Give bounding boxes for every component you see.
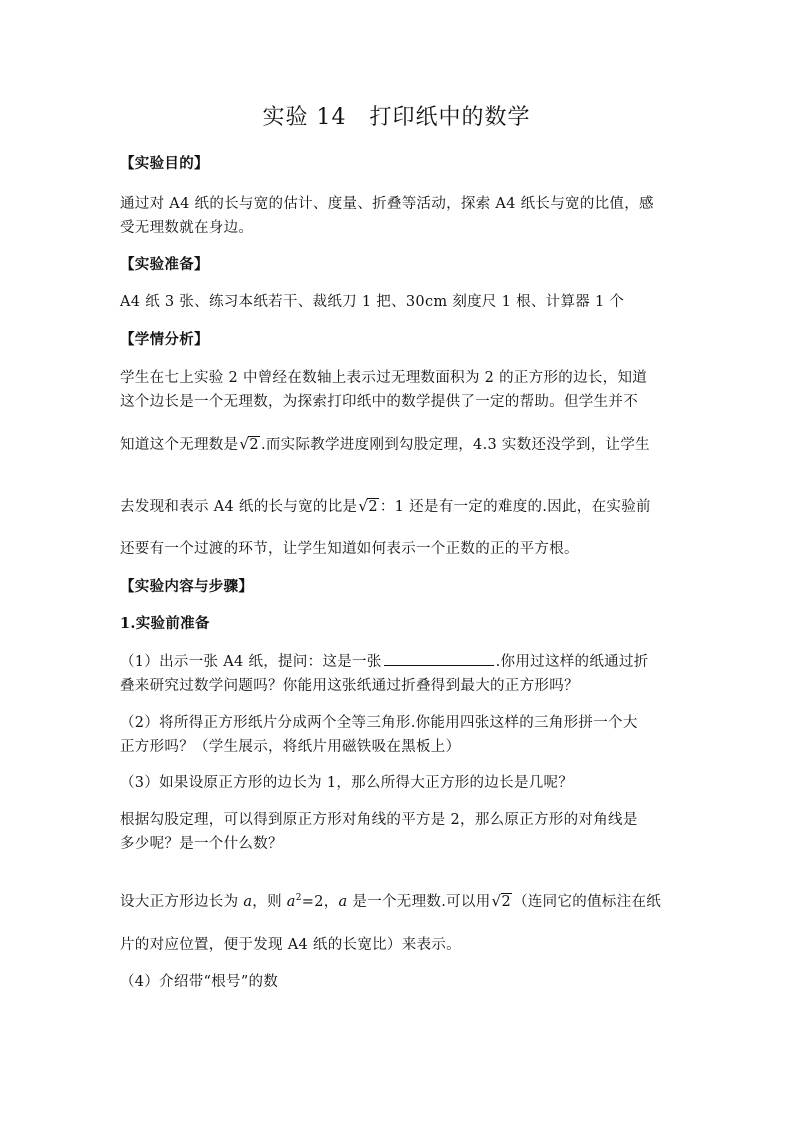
sqrt-symbol (239, 437, 260, 453)
paragraph-2-line-1 (120, 890, 661, 911)
prep-heading: 【实验准备】 (120, 256, 209, 273)
goal-text-2: 受无理数就在身边。 (120, 220, 254, 236)
fill-in-blank (384, 651, 494, 666)
question-1-line-1 (120, 650, 649, 671)
q1-text-b: .你用过这样的纸通过折 (495, 654, 649, 670)
analysis-text-4 (120, 495, 651, 516)
sqrt-radicand: 2 (501, 894, 512, 910)
exponent: 2 (295, 893, 302, 904)
analysis-text-5: 还要有一个过渡的环节，让学生知道如何表示一个正数的正的平方根。 (120, 541, 579, 557)
analysis-text-3 (120, 433, 650, 454)
p2-text-c: =2， (301, 894, 339, 910)
page-title: 实验 14 打印纸中的数学 (262, 105, 531, 130)
steps-heading: 【实验内容与步骤】 (120, 578, 254, 595)
variable-a: a (338, 894, 348, 910)
prep-text: A4 纸 3 张、练习本纸若干、裁纸刀 1 把、30cm 刻度尺 1 根、计算器 1 个 (120, 294, 625, 310)
question-3: （3）如果设原正方形的边长为 1，那么所得大正方形的边长是几呢？ (120, 775, 574, 791)
question-1-line-2: 叠来研究过数学问题吗？你能用这张纸通过折叠得到最大的正方形吗？ (120, 678, 579, 694)
analysis-text-4a: 去发现和表示 A4 纸的长与宽的比是 (120, 499, 358, 515)
analysis-text-2: 这个边长是一个无理数，为探索打印纸中的数学提供了一定的帮助。但学生并不 (120, 394, 638, 410)
p2-text-d: 是一个无理数.可以用 (347, 894, 491, 910)
sqrt-radicand: 2 (368, 499, 378, 515)
analysis-heading: 【学情分析】 (120, 331, 209, 348)
analysis-text-3a: 知道这个无理数是 (120, 437, 239, 453)
p2-text-e: （连同它的值标注在纸 (513, 894, 662, 910)
sqrt-radicand: 2 (249, 437, 259, 453)
question-4: （4）介绍带“根号”的数 (120, 974, 279, 990)
analysis-text-1: 学生在七上实验 2 中曾经在数轴上表示过无理数面积为 2 的正方形的边长，知道 (120, 370, 648, 386)
paragraph-1-line-1: 根据勾股定理，可以得到原正方形对角线的平方是 2，那么原正方形的对角线是 (120, 812, 638, 828)
sqrt-symbol (358, 499, 379, 515)
paragraph-1-line-2: 多少呢？是一个什么数？ (120, 836, 283, 852)
paragraph-2-line-2: 片的对应位置，便于发现 A4 纸的长宽比）来表示。 (120, 937, 461, 953)
question-2-line-2: 正方形吗？（学生展示，将纸片用磁铁吸在黑板上） (120, 739, 461, 755)
analysis-text-4b: ：1 还是有一定的难度的.因此，在实验前 (379, 499, 651, 515)
analysis-text-3b: .而实际教学进度刚到勾股定理，4.3 实数还没学到，让学生 (260, 437, 650, 453)
variable-a: a (286, 894, 296, 910)
question-2-line-1: （2）将所得正方形纸片分成两个全等三角形.你能用四张这样的三角形拼一个大 (120, 715, 638, 731)
p2-text-a: 设大正方形边长为 (120, 894, 244, 910)
q1-text-a: （1）出示一张 A4 纸，提问：这是一张 (120, 654, 382, 670)
goal-text-1: 通过对 A4 纸的长与宽的估计、度量、折叠等活动，探索 A4 纸长与宽的比值，感 (120, 196, 654, 212)
sqrt-symbol (492, 894, 513, 910)
step1-heading: 1.实验前准备 (120, 615, 210, 632)
variable-a: a (243, 894, 253, 910)
p2-text-b: ，则 (252, 894, 287, 910)
goal-heading: 【实验目的】 (120, 155, 209, 172)
